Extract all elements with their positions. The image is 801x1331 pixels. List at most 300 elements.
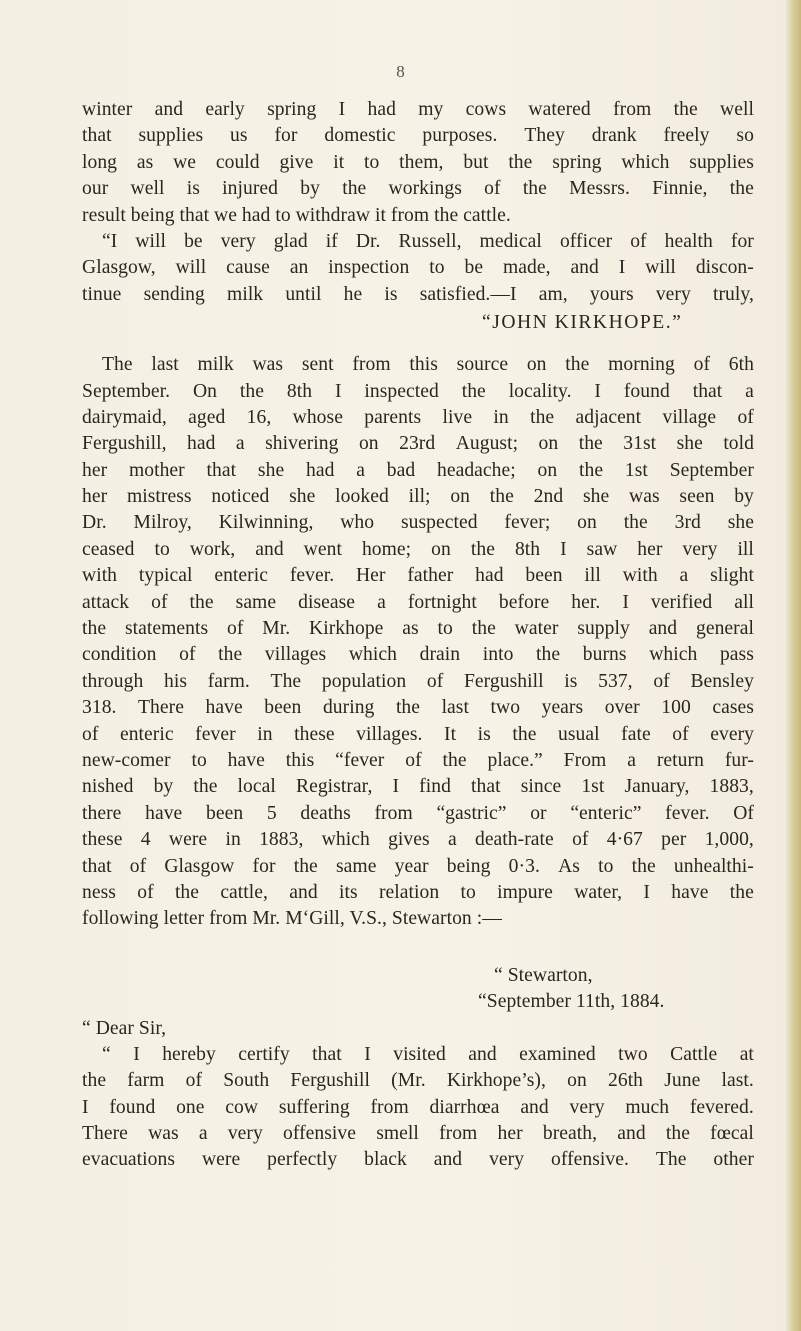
- word: very: [220, 230, 256, 252]
- word: that: [82, 855, 112, 877]
- text-line: [82, 379, 754, 405]
- word: “fever: [335, 749, 385, 771]
- word: 1st: [581, 776, 605, 798]
- word: found: [623, 380, 670, 402]
- word: of: [405, 749, 422, 771]
- word: I: [560, 538, 567, 560]
- text-line: [82, 669, 754, 695]
- text-line: [82, 1147, 754, 1173]
- text-line: [82, 282, 754, 308]
- text-line: [82, 1121, 754, 1147]
- word: I: [133, 1043, 140, 1065]
- word: inspection: [328, 257, 410, 279]
- word: the: [395, 697, 421, 719]
- text-line: [82, 563, 754, 589]
- word: of: [82, 723, 99, 745]
- word: which: [348, 644, 397, 666]
- word: made,: [502, 257, 551, 279]
- word: of: [227, 618, 244, 640]
- word: that: [471, 776, 501, 798]
- word: village: [662, 406, 717, 428]
- word: on: [526, 354, 547, 376]
- word: over: [604, 697, 640, 719]
- text-line: [82, 695, 754, 721]
- word: that: [206, 459, 237, 481]
- word: am,: [538, 283, 568, 305]
- word: the: [578, 433, 603, 455]
- word: 318.: [82, 697, 117, 719]
- word: condition: [82, 644, 157, 666]
- word: have: [671, 881, 709, 903]
- word: of: [672, 723, 689, 745]
- text-line: [82, 774, 754, 800]
- word: deaths: [300, 802, 351, 824]
- word: as: [136, 151, 154, 173]
- word: ill;: [408, 486, 431, 508]
- word: to: [429, 257, 445, 279]
- word: hereby: [162, 1043, 216, 1065]
- text-line: [82, 642, 754, 668]
- word: 100: [661, 697, 691, 719]
- word: adjacent: [575, 406, 642, 428]
- word: farm.: [207, 670, 250, 692]
- word: glad: [273, 230, 308, 252]
- word: 5: [266, 802, 277, 824]
- word: “I: [102, 230, 118, 252]
- word: could: [215, 151, 260, 173]
- word: this: [409, 354, 438, 376]
- word: a: [447, 829, 457, 851]
- word: Registrar,: [295, 776, 373, 798]
- word: she: [257, 459, 285, 481]
- word: Glasgow,: [82, 257, 156, 279]
- word: all: [734, 591, 754, 613]
- word: last: [441, 697, 469, 719]
- word: 0·3.: [508, 855, 540, 877]
- word: to: [460, 881, 476, 903]
- word: these: [82, 829, 123, 851]
- word: dairymaid,: [82, 406, 167, 428]
- word: milk: [197, 354, 234, 376]
- word: shivering: [265, 433, 339, 455]
- word: well: [130, 178, 165, 200]
- word: They: [524, 125, 565, 147]
- word: usual: [558, 723, 600, 745]
- word: 26th: [608, 1070, 644, 1092]
- word: the: [342, 178, 367, 200]
- word: the: [193, 776, 218, 798]
- word: August;: [455, 433, 519, 455]
- word: I: [622, 591, 629, 613]
- word: 2nd: [533, 486, 564, 508]
- word: that: [692, 380, 723, 402]
- word: her: [637, 538, 663, 560]
- word: June: [664, 1070, 701, 1092]
- word: medical: [479, 230, 542, 252]
- word: who: [340, 512, 375, 534]
- word: the: [623, 512, 648, 534]
- word: gives: [388, 829, 430, 851]
- word: cattle,: [220, 881, 268, 903]
- word: a: [679, 565, 689, 587]
- spacer: [82, 933, 754, 963]
- word: and: [154, 99, 184, 120]
- word: I: [618, 257, 626, 279]
- word: to: [598, 855, 614, 877]
- word: whose: [292, 406, 343, 428]
- word: domestic: [324, 125, 396, 147]
- word: health: [664, 230, 713, 252]
- word: on: [358, 433, 379, 455]
- word: drank: [591, 125, 637, 147]
- word: the: [565, 354, 590, 376]
- word: very: [489, 1149, 525, 1171]
- text-line: [82, 590, 754, 616]
- word: supplies: [138, 125, 204, 147]
- word: spring: [552, 151, 602, 173]
- word: had: [305, 459, 335, 481]
- word: her.: [571, 591, 601, 613]
- text-line: [82, 854, 754, 880]
- text-line: [82, 537, 754, 563]
- word: which: [649, 644, 698, 666]
- word: Of: [733, 802, 754, 824]
- word: will: [135, 230, 167, 252]
- word: Her: [355, 565, 386, 587]
- word: for: [252, 855, 276, 877]
- word: of: [737, 406, 754, 428]
- word: very: [682, 538, 718, 560]
- text-line: [82, 405, 754, 431]
- word: ill: [737, 538, 754, 560]
- word: September.: [82, 380, 171, 402]
- word: workings: [388, 178, 462, 200]
- word: winter: [82, 99, 133, 120]
- word: last: [151, 354, 179, 376]
- word: by: [300, 178, 320, 200]
- word: of: [151, 591, 168, 613]
- word: per: [661, 829, 687, 851]
- word: had: [187, 433, 216, 455]
- word: fevered.: [689, 1096, 754, 1118]
- word: had: [475, 565, 504, 587]
- word: cause: [226, 257, 270, 279]
- word: a: [377, 591, 386, 613]
- word: 537,: [598, 670, 633, 692]
- word: aged: [188, 406, 226, 428]
- word: every: [710, 723, 754, 745]
- word: our: [82, 178, 109, 200]
- word: fever;: [504, 512, 551, 534]
- word: the: [470, 538, 495, 560]
- word: smell: [376, 1123, 419, 1145]
- word: so: [736, 125, 754, 147]
- word: was: [148, 1123, 179, 1145]
- word: with: [622, 565, 658, 587]
- word: of: [484, 178, 501, 200]
- word: the: [82, 1070, 107, 1092]
- word: the: [530, 406, 555, 428]
- word: verified: [650, 591, 713, 613]
- word: Russell,: [398, 230, 462, 252]
- word: one: [176, 1096, 205, 1118]
- word: It: [444, 723, 457, 745]
- text-line: [82, 827, 754, 853]
- word: I: [334, 380, 342, 402]
- word: father: [407, 565, 454, 587]
- word: ness: [82, 881, 116, 903]
- word: visited: [393, 1043, 446, 1065]
- word: give: [279, 151, 314, 173]
- word: she: [289, 486, 316, 508]
- word: the: [461, 380, 486, 402]
- word: farm: [127, 1070, 165, 1092]
- word: told: [723, 433, 754, 455]
- word: her: [82, 459, 108, 481]
- word: there: [82, 802, 122, 824]
- word: long: [82, 151, 118, 173]
- word: cases: [712, 697, 754, 719]
- word: truly,: [712, 283, 754, 305]
- word: it: [333, 151, 345, 173]
- word: the: [512, 723, 537, 745]
- word: and: [433, 1149, 463, 1171]
- word: from: [439, 1123, 478, 1145]
- word: Dr.: [82, 512, 107, 534]
- word: from: [352, 354, 391, 376]
- word: The: [655, 1149, 687, 1171]
- word: early: [205, 99, 245, 120]
- word: is: [477, 723, 491, 745]
- word: we: [173, 151, 197, 173]
- word: mother: [128, 459, 185, 481]
- word: that: [312, 1043, 342, 1065]
- letter-salutation: “ Dear Sir,: [82, 1017, 167, 1039]
- word: I: [364, 1043, 371, 1065]
- word: fever: [195, 723, 236, 745]
- word: us: [230, 125, 248, 147]
- word: 1,000,: [704, 829, 754, 851]
- word: in: [257, 723, 273, 745]
- word: discon-: [695, 257, 754, 279]
- word: September: [669, 459, 754, 481]
- word: return: [656, 749, 704, 771]
- word: my: [418, 99, 444, 120]
- word: a: [627, 749, 636, 771]
- word: the: [489, 486, 514, 508]
- word: ill: [584, 565, 601, 587]
- word: will: [645, 257, 676, 279]
- text-line: result being that we had to withdraw it from the cattle.: [82, 204, 511, 226]
- word: I: [643, 881, 650, 903]
- word: with: [82, 565, 118, 587]
- word: until: [285, 283, 322, 305]
- word: to: [437, 618, 453, 640]
- text-line: [82, 1068, 754, 1094]
- word: Finnie,: [652, 178, 708, 200]
- word: the: [579, 459, 604, 481]
- word: noticed: [211, 486, 270, 508]
- word: Kilwinning,: [218, 512, 314, 534]
- word: she: [582, 486, 610, 508]
- word: as: [402, 618, 419, 640]
- word: freely: [663, 125, 710, 147]
- word: at: [739, 1043, 754, 1065]
- word: from: [374, 802, 413, 824]
- word: on: [567, 1070, 587, 1092]
- word: water: [514, 618, 559, 640]
- word: to: [154, 538, 170, 560]
- word: new-comer: [82, 749, 171, 771]
- word: 6th: [728, 354, 754, 376]
- word: a: [745, 380, 754, 402]
- word: the: [508, 151, 533, 173]
- word: source: [456, 354, 509, 376]
- word: place.”: [487, 749, 543, 771]
- text-line: [82, 229, 754, 255]
- word: supply: [577, 618, 630, 640]
- word: the: [729, 178, 754, 200]
- word: for: [730, 230, 754, 252]
- word: much: [625, 1096, 670, 1118]
- word: last.: [721, 1070, 754, 1092]
- word: found: [109, 1096, 156, 1118]
- word: home;: [361, 538, 412, 560]
- word: on: [537, 459, 558, 481]
- text-line: [82, 616, 754, 642]
- word: seen: [679, 486, 715, 508]
- word: very: [227, 1123, 263, 1145]
- word: 1883,: [259, 829, 304, 851]
- text-line: [82, 801, 754, 827]
- word: a: [356, 459, 365, 481]
- word: the: [293, 855, 318, 877]
- word: the: [218, 644, 243, 666]
- text-line: [82, 431, 754, 457]
- word: Cattle: [670, 1043, 718, 1065]
- word: very: [569, 1096, 605, 1118]
- word: drain: [419, 644, 461, 666]
- word: and: [617, 1123, 646, 1145]
- word: On: [192, 380, 218, 402]
- word: general: [695, 618, 754, 640]
- word: cow: [225, 1096, 259, 1118]
- word: were: [168, 829, 208, 851]
- word: being: [446, 855, 491, 877]
- word: purposes.: [422, 125, 498, 147]
- word: Bensley: [690, 670, 754, 692]
- word: officer: [559, 230, 613, 252]
- word: Messrs.: [569, 178, 630, 200]
- word: As: [558, 855, 580, 877]
- word: will: [175, 257, 207, 279]
- word: statements: [124, 618, 209, 640]
- word: I: [82, 1096, 89, 1118]
- word: the: [522, 178, 547, 200]
- word: Kirkhope’s),: [446, 1070, 546, 1092]
- word: of: [137, 881, 154, 903]
- word: inspected: [364, 380, 439, 402]
- text-line: [82, 97, 754, 123]
- word: the: [239, 380, 264, 402]
- word: two: [490, 697, 521, 719]
- word: There: [82, 1123, 128, 1145]
- word: The: [102, 354, 133, 376]
- word: black: [364, 1149, 407, 1171]
- word: unhealthi-: [673, 855, 754, 877]
- word: impure: [497, 881, 553, 903]
- word: which: [321, 829, 370, 851]
- word: is: [384, 283, 398, 305]
- word: and: [289, 881, 318, 903]
- word: the: [442, 749, 467, 771]
- word: same: [335, 855, 377, 877]
- word: villages: [264, 644, 327, 666]
- word: these: [294, 723, 335, 745]
- spacer: [82, 336, 754, 352]
- letter-date-line: “September 11th, 1884.: [478, 991, 665, 1013]
- word: by: [153, 776, 174, 798]
- word: the: [536, 644, 561, 666]
- word: evacuations: [82, 1149, 176, 1171]
- word: tinue: [82, 283, 122, 305]
- letter-address-line: “ Stewarton,: [494, 964, 593, 986]
- word: water,: [574, 881, 623, 903]
- word: satisfied.—I: [419, 283, 517, 305]
- word: that: [82, 125, 112, 147]
- word: into: [482, 644, 514, 666]
- word: on: [450, 486, 471, 508]
- word: suspected: [400, 512, 478, 534]
- word: From: [563, 749, 607, 771]
- word: watered: [528, 99, 591, 120]
- word: for: [274, 125, 298, 147]
- word: from: [613, 99, 652, 120]
- word: is: [564, 670, 578, 692]
- word: the: [631, 855, 656, 877]
- word: well: [720, 99, 754, 120]
- word: attack: [82, 591, 130, 613]
- word: been: [264, 697, 302, 719]
- word: a: [198, 1123, 208, 1145]
- word: the: [673, 99, 698, 120]
- word: were: [201, 1149, 241, 1171]
- word: have: [145, 802, 183, 824]
- word: I: [594, 380, 601, 402]
- word: a: [235, 433, 245, 455]
- word: death-rate: [474, 829, 554, 851]
- word: mistress: [126, 486, 192, 508]
- word: year: [394, 855, 429, 877]
- word: of: [572, 829, 589, 851]
- word: the: [174, 881, 200, 903]
- word: Dr.: [355, 230, 381, 252]
- word: of: [693, 354, 711, 376]
- word: Fergushill: [463, 670, 544, 692]
- word: if: [325, 230, 338, 252]
- word: she: [676, 433, 703, 455]
- text-line: [82, 176, 754, 202]
- word: 1st: [624, 459, 648, 481]
- word: fœcal: [710, 1123, 754, 1145]
- word: January,: [624, 776, 690, 798]
- word: Mr.: [262, 618, 291, 640]
- word: disease: [298, 591, 356, 613]
- word: the: [729, 881, 754, 903]
- word: 23rd: [399, 433, 436, 455]
- word: slight: [710, 565, 754, 587]
- body-text: [82, 97, 754, 1174]
